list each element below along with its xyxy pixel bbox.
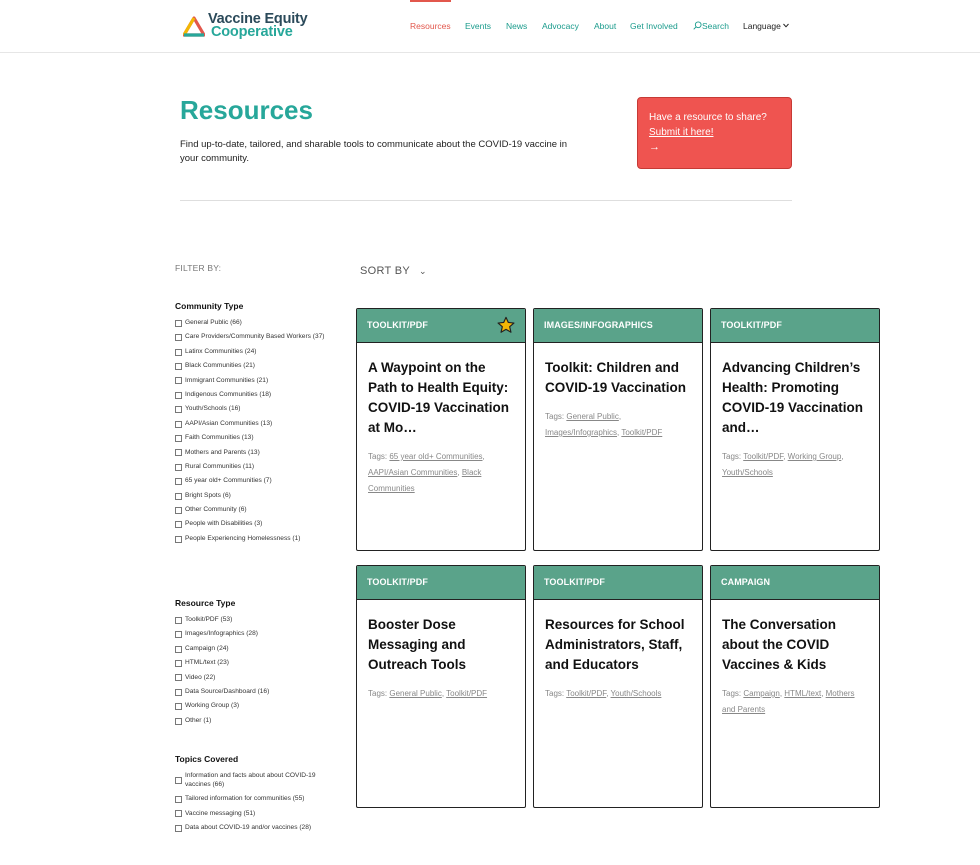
filter-option[interactable]: [175, 795, 335, 804]
card-tags-label: Tags:: [368, 452, 388, 461]
filter-checkbox[interactable]: [175, 449, 182, 456]
search-label: Search: [702, 21, 729, 31]
filter-option-label: Information and facts about about COVID-19 vaccines (66): [185, 772, 316, 788]
filter-option-label: People with Disabilities (3): [185, 520, 263, 528]
filter-checkbox[interactable]: [175, 392, 182, 399]
filter-option[interactable]: [175, 717, 335, 726]
filter-option[interactable]: [175, 616, 335, 625]
tag-link[interactable]: Youth/Schools: [722, 468, 773, 477]
filter-checkbox[interactable]: [175, 689, 182, 696]
filter-checkbox[interactable]: [175, 421, 182, 428]
language-selector[interactable]: [743, 21, 789, 31]
filter-checkbox[interactable]: [175, 478, 182, 485]
card-tags: Tags: 65 year old+ Communities, AAPI/Asian Communities, Black Communities: [368, 452, 485, 493]
filter-checkbox[interactable]: [175, 617, 182, 624]
filter-option-label: Bright Spots (6): [185, 491, 231, 499]
filter-checkbox[interactable]: [175, 521, 182, 528]
card-category-label: TOOLKIT/PDF: [367, 320, 428, 330]
resource-card[interactable]: [533, 565, 703, 808]
chevron-down-icon: [783, 23, 789, 28]
filter-checkbox[interactable]: [175, 631, 182, 638]
filter-checkbox[interactable]: [175, 349, 182, 356]
filter-checkbox[interactable]: [175, 464, 182, 471]
filter-checkbox[interactable]: [175, 703, 182, 710]
tag-link[interactable]: Images/Infographics: [545, 428, 618, 437]
filter-option[interactable]: [175, 535, 335, 544]
filter-option[interactable]: [175, 674, 335, 683]
filter-checkbox[interactable]: [175, 377, 182, 384]
card-category-label: IMAGES/INFOGRAPHICS: [544, 320, 653, 330]
filter-checkbox[interactable]: [175, 493, 182, 500]
submit-resource-box[interactable]: [637, 97, 792, 169]
logo-triangle-icon: [183, 16, 205, 38]
filter-option[interactable]: [175, 391, 335, 400]
filter-checkbox[interactable]: [175, 777, 182, 784]
arrow-right-icon[interactable]: →: [649, 141, 660, 153]
card-title[interactable]: The Conversation about the COVID Vaccines & Kids: [722, 617, 837, 672]
filter-option-label: People Experiencing Homelessness (1): [185, 534, 301, 542]
filter-option-label: Vaccine messaging (51): [185, 809, 256, 817]
page-title: Resources: [180, 95, 313, 125]
filter-option[interactable]: [175, 772, 335, 790]
resource-card[interactable]: [710, 308, 880, 551]
filter-checkbox[interactable]: [175, 363, 182, 370]
tag-link[interactable]: Mothers and Parents: [722, 689, 855, 714]
filter-option[interactable]: [175, 520, 335, 529]
filter-option-label: AAPI/Asian Communities (13): [185, 419, 273, 427]
filter-option[interactable]: [175, 810, 335, 819]
filter-option-label: Indigenous Communities (18): [185, 390, 272, 398]
filter-checkbox[interactable]: [175, 334, 182, 341]
filter-option-label: Data Source/Dashboard (16): [185, 687, 270, 695]
filter-checkbox[interactable]: [175, 507, 182, 514]
filter-option-label: Working Group (3): [185, 702, 240, 710]
sort-by-label: SORT BY: [360, 265, 410, 277]
filter-checkbox[interactable]: [175, 674, 182, 681]
filter-checkbox[interactable]: [175, 406, 182, 413]
site-logo[interactable]: [183, 13, 313, 43]
cta-text: Have a resource to share?: [649, 112, 767, 123]
language-label: Language: [743, 21, 781, 31]
chevron-down-icon: ⌄: [419, 266, 427, 276]
filter-option-label: Rural Communities (11): [185, 462, 255, 470]
logo-line1: Vaccine Equity: [208, 11, 308, 27]
filter-option[interactable]: [175, 659, 335, 668]
card-tags: Tags: Campaign, HTML/text, Mothers and Parents: [722, 689, 855, 714]
site-header: [0, 0, 980, 53]
filter-by-label: FILTER BY:: [175, 263, 222, 273]
tag-link[interactable]: HTML/text: [784, 689, 822, 698]
filter-group-resource-type: [175, 598, 335, 731]
filter-option-label: Other (1): [185, 716, 212, 724]
card-category-label: CAMPAIGN: [721, 577, 771, 587]
page-subtitle: Find up-to-date, tailored, and sharable tools to communicate about the COVID-19 vaccine in your community.: [180, 139, 568, 164]
filter-option-label: Mothers and Parents (13): [185, 448, 260, 456]
filter-checkbox[interactable]: [175, 646, 182, 653]
filter-checkbox[interactable]: [175, 435, 182, 442]
tag-link[interactable]: Toolkit/PDF: [743, 452, 784, 461]
filter-option[interactable]: [175, 420, 335, 429]
card-tags-label: Tags:: [545, 689, 565, 698]
filter-checkbox[interactable]: [175, 320, 182, 327]
tag-link[interactable]: General Public: [566, 412, 619, 421]
filter-option[interactable]: [175, 405, 335, 414]
filter-option-label: Other Community (6): [185, 506, 247, 514]
tag-link[interactable]: Toolkit/PDF: [566, 689, 607, 698]
filter-option-label: Toolkit/PDF (53): [185, 616, 233, 623]
card-category: [534, 309, 702, 343]
card-title[interactable]: A Waypoint on the Path to Health Equity: COVID-19 Vaccination at Mo…: [368, 360, 510, 435]
filter-option[interactable]: [175, 434, 335, 443]
filter-option-label: Immigrant Communities (21): [185, 376, 269, 384]
resource-card[interactable]: [356, 565, 526, 808]
nav-active-indicator: [410, 0, 451, 2]
filter-option[interactable]: [175, 824, 335, 833]
filter-option-label: Youth/Schools (16): [185, 405, 241, 413]
filter-option-label: HTML/text (23): [185, 659, 229, 667]
filter-checkbox[interactable]: [175, 796, 182, 803]
filter-option-label: Latinx Communities (24): [185, 347, 257, 355]
filter-option[interactable]: [175, 688, 335, 697]
card-tags-label: Tags:: [722, 689, 742, 698]
filter-group-community-type: [175, 301, 335, 549]
logo-line2: Cooperative: [211, 24, 293, 40]
nav-advocacy[interactable]: Advocacy: [542, 21, 579, 31]
tag-link[interactable]: Toolkit/PDF: [621, 428, 663, 437]
filter-option-label: Campaign (24): [185, 644, 229, 652]
filter-option-label: Video (22): [185, 673, 216, 681]
card-category-label: TOOLKIT/PDF: [367, 577, 428, 587]
filter-option[interactable]: [175, 348, 335, 357]
filter-option[interactable]: [175, 492, 335, 501]
nav-events[interactable]: Events: [465, 21, 491, 31]
card-category: [534, 566, 702, 600]
card-category: [711, 566, 879, 600]
resource-card[interactable]: [710, 565, 880, 808]
filter-option[interactable]: [175, 377, 335, 386]
nav-about[interactable]: About: [594, 21, 617, 31]
card-title[interactable]: Toolkit: Children and COVID-19 Vaccination: [545, 360, 687, 395]
card-title[interactable]: Advancing Children’s Health: Promoting COVID-19 Vaccination and…: [722, 360, 864, 435]
filter-option[interactable]: [175, 333, 335, 342]
card-tags: Tags: Toolkit/PDF, Working Group, Youth/Schools: [722, 452, 844, 477]
section-divider: [180, 200, 792, 201]
card-title[interactable]: Resources for School Administrators, Staff, and Educators: [545, 617, 685, 672]
resource-card[interactable]: [533, 308, 703, 551]
filter-option[interactable]: [175, 645, 335, 654]
card-tags-label: Tags:: [722, 452, 742, 461]
nav-news[interactable]: News: [506, 21, 528, 31]
filter-option-label: General Public (66): [185, 319, 242, 326]
filter-checkbox[interactable]: [175, 536, 182, 543]
filter-option[interactable]: [175, 319, 335, 328]
filter-checkbox[interactable]: [175, 825, 182, 832]
nav-search[interactable]: [693, 21, 729, 31]
card-tags-label: Tags:: [545, 412, 565, 421]
resource-card[interactable]: [356, 308, 526, 551]
filter-option-label: Faith Communities (13): [185, 434, 254, 442]
tag-link[interactable]: General Public: [389, 689, 442, 698]
card-tags-label: Tags:: [368, 689, 388, 698]
card-category: [711, 309, 879, 343]
filter-option[interactable]: [175, 362, 335, 371]
sort-by-dropdown[interactable]: [360, 265, 427, 277]
filter-option[interactable]: [175, 702, 335, 711]
filter-checkbox[interactable]: [175, 718, 182, 725]
filter-option-label: Images/Infographics (28): [185, 630, 258, 638]
filter-checkbox[interactable]: [175, 810, 182, 817]
tag-link[interactable]: AAPI/Asian Communities: [368, 468, 458, 477]
search-icon: [693, 21, 702, 30]
filter-option-label: 65 year old+ Communities (7): [185, 477, 272, 485]
card-category-label: TOOLKIT/PDF: [721, 320, 782, 330]
card-title[interactable]: Booster Dose Messaging and Outreach Tools: [368, 617, 467, 672]
filter-option[interactable]: [175, 506, 335, 515]
tag-link[interactable]: Working Group: [787, 452, 842, 461]
tag-link[interactable]: Youth/Schools: [610, 689, 662, 698]
tag-link[interactable]: Toolkit/PDF: [446, 689, 488, 698]
filter-checkbox[interactable]: [175, 660, 182, 667]
card-tags: Tags: General Public, Images/Infographics, Toolkit/PDF: [545, 412, 663, 437]
card-tags: Tags: General Public, Toolkit/PDF: [368, 689, 488, 698]
filter-group-title: Topics Covered: [175, 754, 239, 764]
filter-group-topics-covered: [175, 754, 335, 838]
filter-group-title: Resource Type: [175, 598, 236, 608]
filter-option[interactable]: [175, 463, 335, 472]
tag-link[interactable]: Campaign: [743, 689, 780, 698]
filter-option-label: Data about COVID-19 and/or vaccines (28): [185, 823, 312, 831]
tag-link[interactable]: Black Communities: [368, 468, 482, 493]
star-icon[interactable]: [497, 316, 515, 334]
card-category: [357, 309, 525, 343]
card-category: [357, 566, 525, 600]
filter-option[interactable]: [175, 630, 335, 639]
filter-option[interactable]: [175, 477, 335, 486]
filter-option[interactable]: [175, 449, 335, 458]
submit-resource-link[interactable]: Submit it here!: [649, 126, 714, 138]
card-category-label: TOOLKIT/PDF: [544, 577, 605, 587]
filter-option-label: Tailored information for communities (55): [185, 795, 305, 803]
filter-group-title: Community Type: [175, 301, 244, 311]
tag-link[interactable]: 65 year old+ Communities: [389, 452, 483, 461]
filter-option-label: Care Providers/Community Based Workers (37): [185, 333, 325, 341]
nav-resources[interactable]: Resources: [410, 21, 451, 31]
nav-get-involved[interactable]: Get Involved: [630, 21, 678, 31]
filter-option-label: Black Communities (21): [185, 362, 255, 370]
card-tags: Tags: Toolkit/PDF, Youth/Schools: [545, 689, 662, 698]
